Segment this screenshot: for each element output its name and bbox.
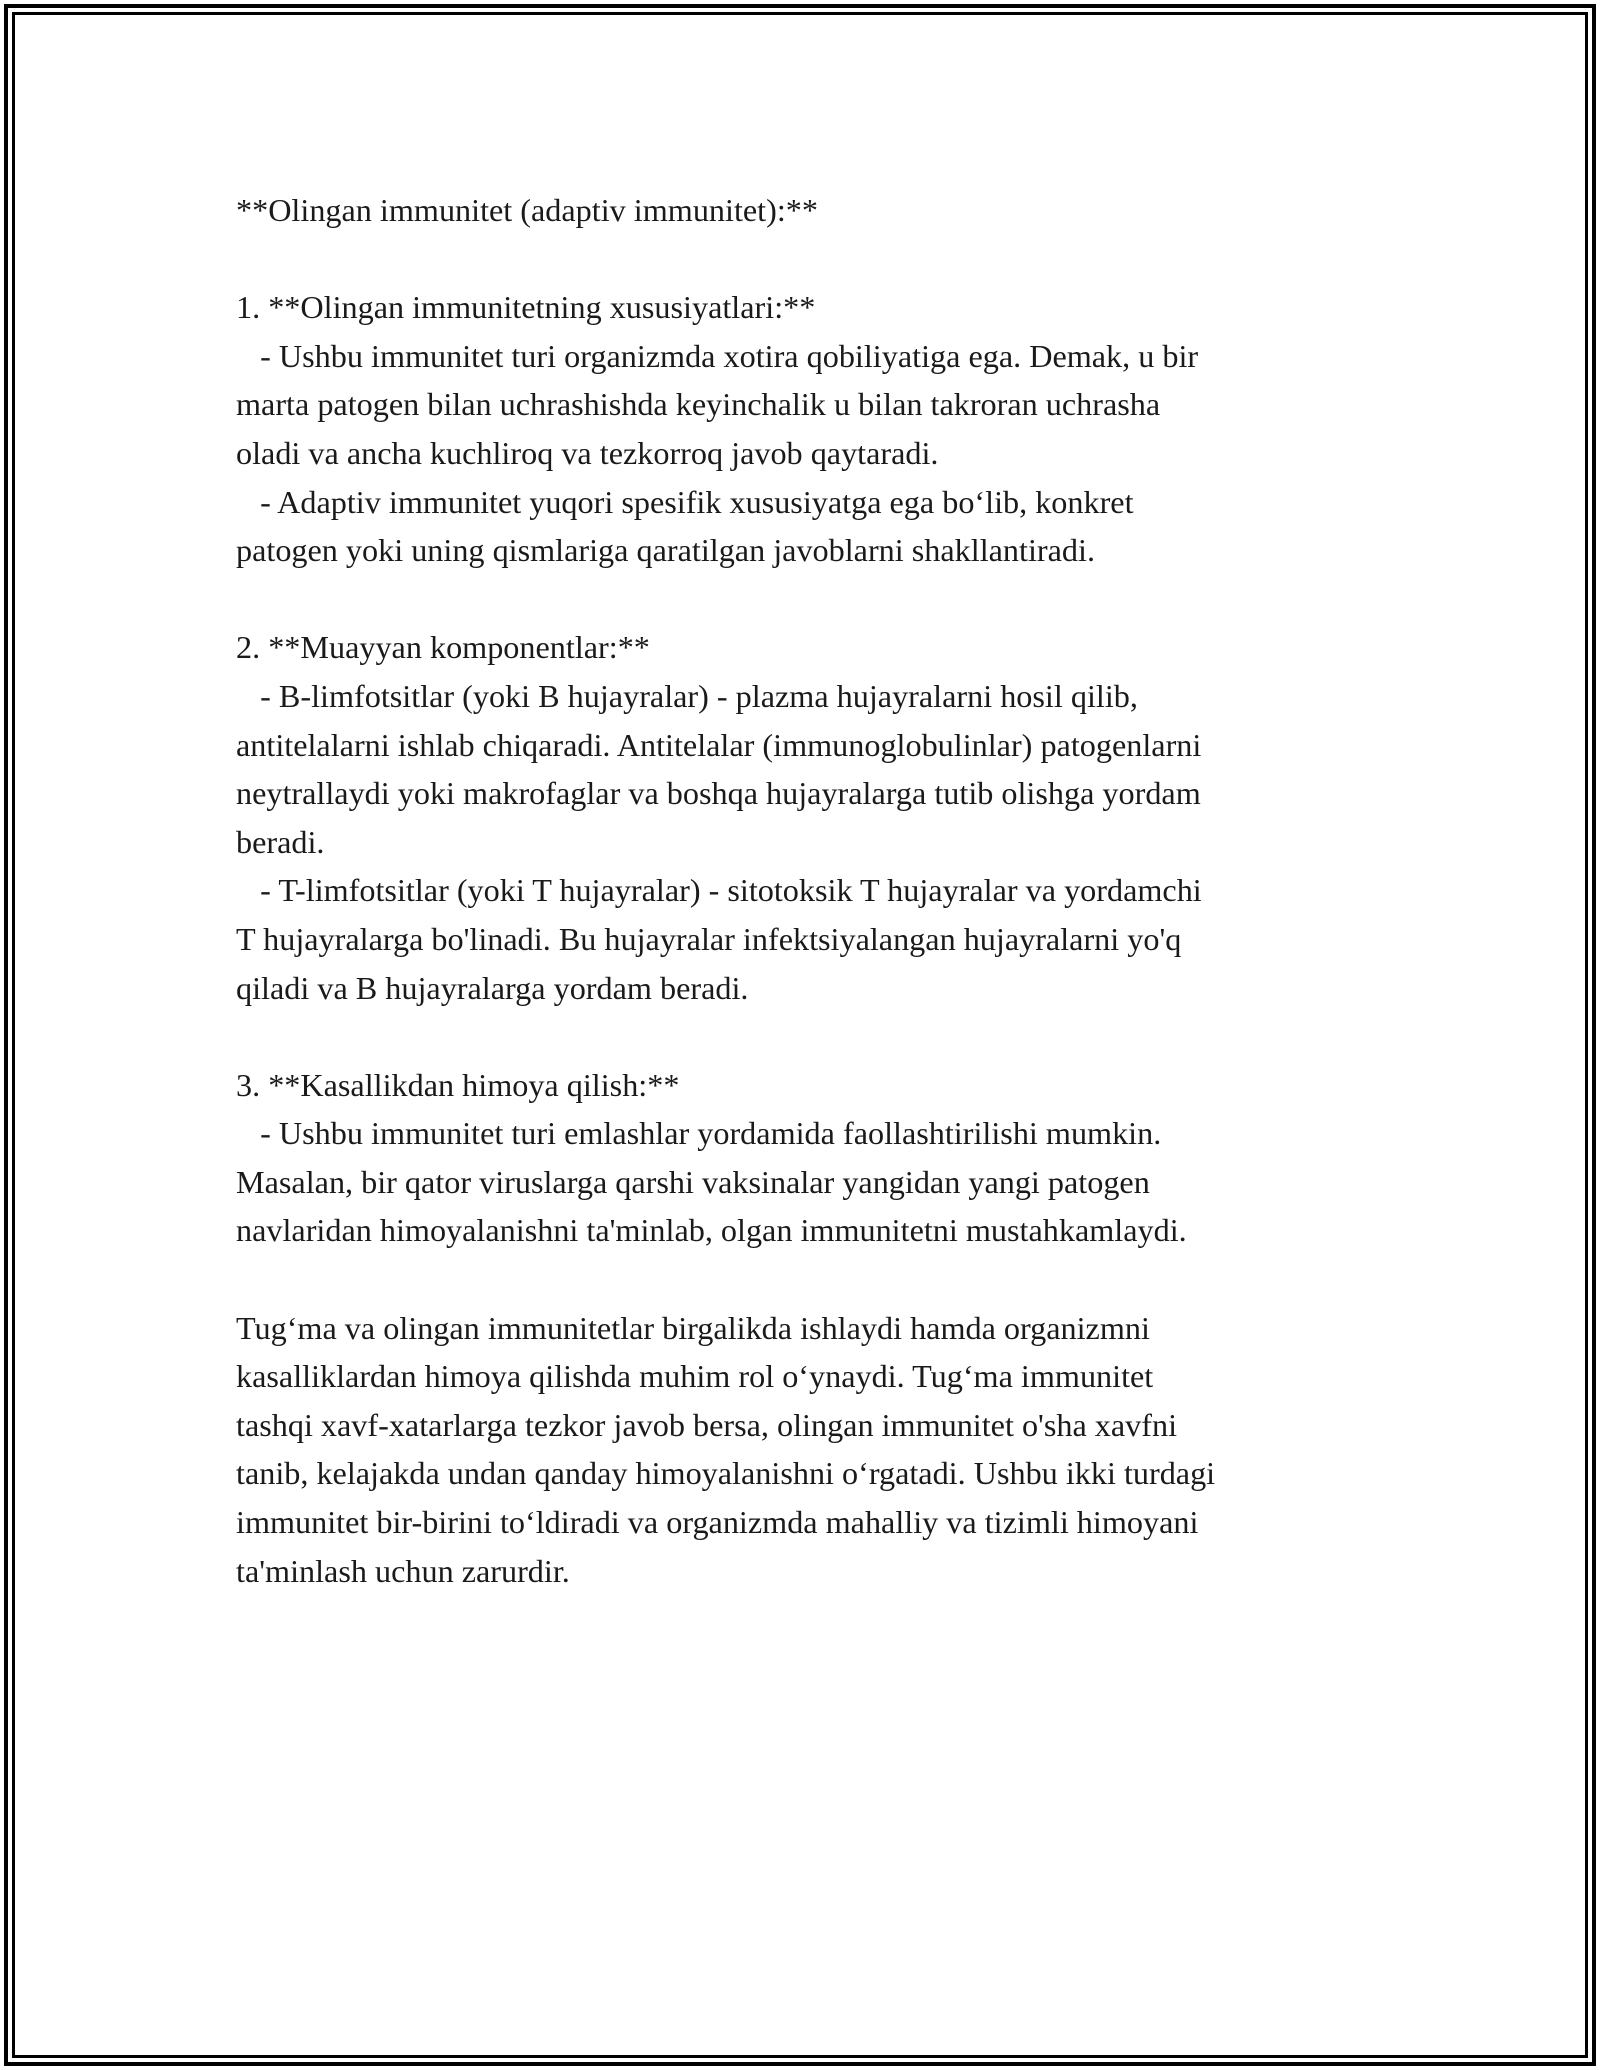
blank-line [236,1255,1366,1304]
section-components [236,623,1366,1012]
document-body [236,186,1366,1595]
section-text-line: - B-limfotsitlar (yoki B hujayralar) - plazma hujayralarni hosil qilib, [236,677,1138,714]
conclusion-line: ta'minlash uchun zarurdir. [236,1552,570,1589]
section-characteristics [236,283,1366,575]
conclusion-line: tanib, kelajakda undan qanday himoyalanishni o‘rgatadi. Ushbu ikki turdagi [236,1455,1216,1492]
conclusion-line: kasalliklardan himoya qilishda muhim rol o‘ynaydi. Tug‘ma immunitet [236,1358,1154,1395]
section-heading: 3. **Kasallikdan himoya qilish:** [236,1066,680,1103]
document-title: **Olingan immunitet (adaptiv immunitet):** [236,192,818,228]
section-disease-protection [236,1061,1366,1255]
section-text-line: - Ushbu immunitet turi organizmda xotira qobiliyatiga ega. Demak, u bir [236,337,1199,374]
blank-line [236,575,1366,624]
section-text-line: oladi va ancha kuchliroq va tezkorroq javob qaytaradi. [236,434,939,471]
section-text-line: neytrallaydi yoki makrofaglar va boshqa hujayralarga tutib olishga yordam [236,775,1201,812]
section-text-line: patogen yoki uning qismlariga qaratilgan javoblarni shakllantiradi. [236,532,1096,569]
conclusion-line: immunitet bir-birini to‘ldiradi va organizmda mahalliy va tizimli himoyani [236,1504,1199,1541]
section-text-line: marta patogen bilan uchrashishda keyinchalik u bilan takroran uchrasha [236,386,1161,423]
conclusion-paragraph [236,1304,1366,1596]
blank-line [236,1012,1366,1061]
section-text-line: beradi. [236,823,325,860]
section-text-line: - Adaptiv immunitet yuqori spesifik xususiyatga ega bo‘lib, konkret [236,483,1134,520]
conclusion-line: tashqi xavf-xatarlarga tezkor javob bersa, olingan immunitet o'sha xavfni [236,1406,1178,1443]
section-text-line: - Ushbu immunitet turi emlashlar yordamida faollashtirilishi mumkin. [236,1115,1162,1152]
section-text-line: antitelalarni ishlab chiqaradi. Antitelalar (immunoglobulinlar) patogenlarni [236,726,1202,763]
section-text-line: qiladi va B hujayralarga yordam beradi. [236,969,749,1006]
section-text-line: T hujayralarga bo'linadi. Bu hujayralar infektsiyalangan hujayralarni yo'q [236,920,1182,957]
conclusion-line: Tug‘ma va olingan immunitetlar birgalikda ishlaydi hamda organizmni [236,1309,1150,1346]
section-text-line: - T-limfotsitlar (yoki T hujayralar) - sitotoksik T hujayralar va yordamchi [236,872,1202,909]
section-heading: 2. **Muayyan komponentlar:** [236,629,650,666]
section-heading: 1. **Olingan immunitetning xususiyatlari:** [236,289,816,326]
section-text-line: Masalan, bir qator viruslarga qarshi vaksinalar yangidan yangi patogen [236,1163,1150,1200]
blank-line [236,235,1366,284]
section-text-line: navlaridan himoyalanishni ta'minlab, olgan immunitetni mustahkamlaydi. [236,1212,1187,1249]
